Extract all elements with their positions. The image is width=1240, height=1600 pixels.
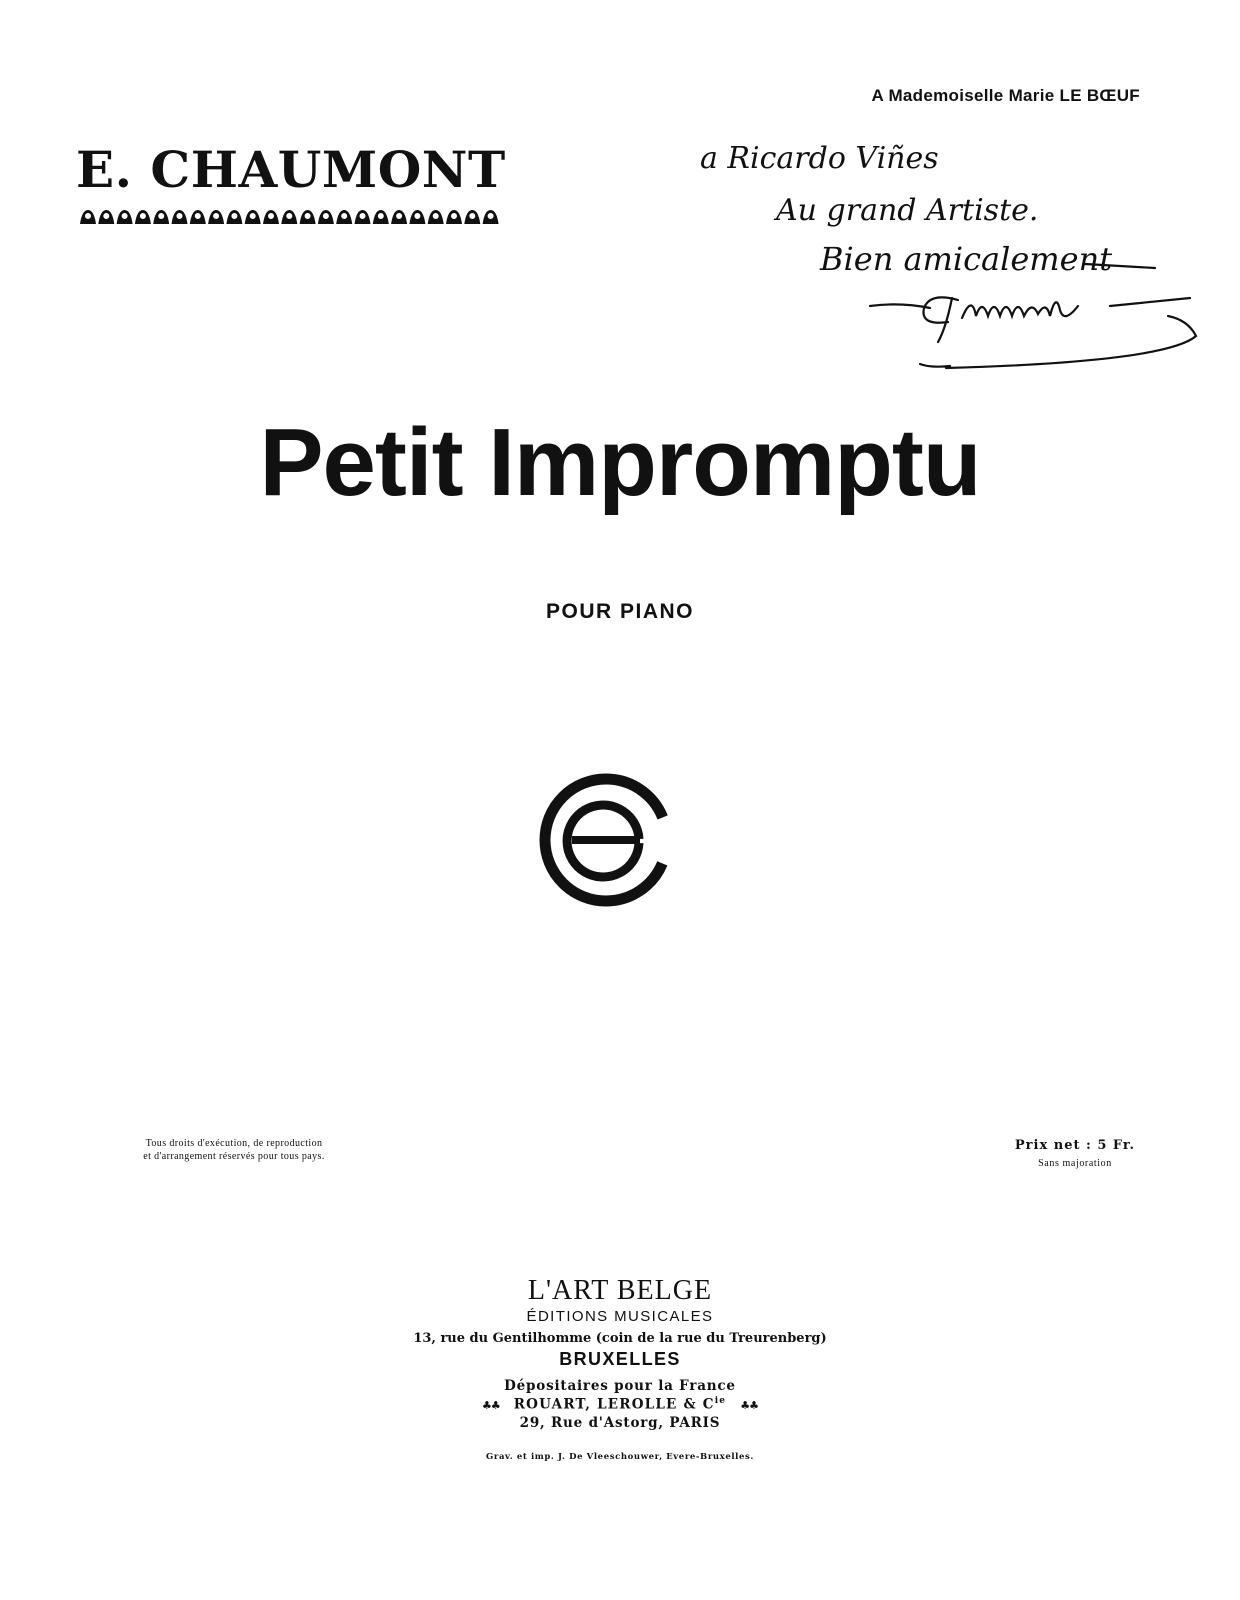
- rights-notice: [118, 1137, 350, 1163]
- ornament-glyph: [135, 210, 151, 224]
- ornament-glyph: [80, 210, 96, 224]
- rights-line-1: Tous droits d'exécution, de reproduction: [145, 1138, 323, 1149]
- inscription-line-1: a Ricardo Viñes: [700, 141, 939, 176]
- publisher-subtitle: ÉDITIONS MUSICALES: [526, 1308, 714, 1325]
- price-label: Prix net : 5 Fr.: [1014, 1138, 1136, 1153]
- ornament-glyph: [446, 210, 462, 224]
- price-note: Sans majoration: [1038, 1158, 1112, 1169]
- ornament-glyph: [153, 210, 169, 224]
- ornament-glyph: [355, 210, 371, 224]
- composer-name: E. CHAUMONT: [76, 140, 506, 199]
- ornament-border: [76, 206, 500, 228]
- publisher-name: L'ART BELGE: [527, 1275, 713, 1306]
- ornament-glyph: [263, 210, 279, 224]
- inscription-line-3: Bien amicalement: [820, 240, 1113, 278]
- signature: [870, 297, 1196, 368]
- engraver-credit: Grav. et imp. J. De Vleeschouwer, Evere-Bruxelles.: [486, 1452, 754, 1462]
- ornament-glyph: [98, 210, 114, 224]
- page-title: Petit Impromptu: [259, 409, 981, 516]
- ornament-glyph: [391, 210, 407, 224]
- agent-line: [0, 1396, 1240, 1413]
- ornament-glyph: [483, 210, 499, 224]
- ornament-glyph: [172, 210, 188, 224]
- ornament-glyph: [117, 210, 133, 224]
- ornament-glyph: [300, 210, 316, 224]
- handwritten-inscription: [690, 128, 1210, 388]
- ornament-glyph: [245, 210, 261, 224]
- ornament-glyph: [226, 210, 242, 224]
- ornament-glyph: [190, 210, 206, 224]
- ornament-glyph: [336, 210, 352, 224]
- publisher-logo: [536, 770, 676, 910]
- ornament-glyph: [409, 210, 425, 224]
- subtitle-instrument: POUR PIANO: [545, 600, 694, 623]
- agent-name-superscript: ie: [714, 1396, 727, 1406]
- ornament-glyph: [373, 210, 389, 224]
- rights-line-2: et d'arrangement réservés pour tous pays.: [143, 1151, 325, 1162]
- ornament-glyph: [281, 210, 297, 224]
- inscription-line-2: Au grand Artiste.: [776, 193, 1039, 228]
- depot-heading: Dépositaires pour la France: [504, 1378, 736, 1394]
- ornament-mark-right: ♣♣: [740, 1398, 758, 1412]
- agent-name: ROUART, LEROLLE & C: [513, 1396, 715, 1413]
- dedication-line: A Mademoiselle Marie LE BŒUF: [871, 86, 1140, 105]
- ornament-glyph: [428, 210, 444, 224]
- ornament-glyph: [208, 210, 224, 224]
- ornament-glyph: [318, 210, 334, 224]
- publisher-address: 13, rue du Gentilhomme (coin de la rue du Treurenberg): [413, 1331, 827, 1346]
- ornament-glyph: [464, 210, 480, 224]
- ornament-mark-left: ♣♣: [482, 1398, 500, 1412]
- agent-address: 29, Rue d'Astorg, PARIS: [519, 1415, 721, 1431]
- publisher-city: BRUXELLES: [559, 1349, 681, 1369]
